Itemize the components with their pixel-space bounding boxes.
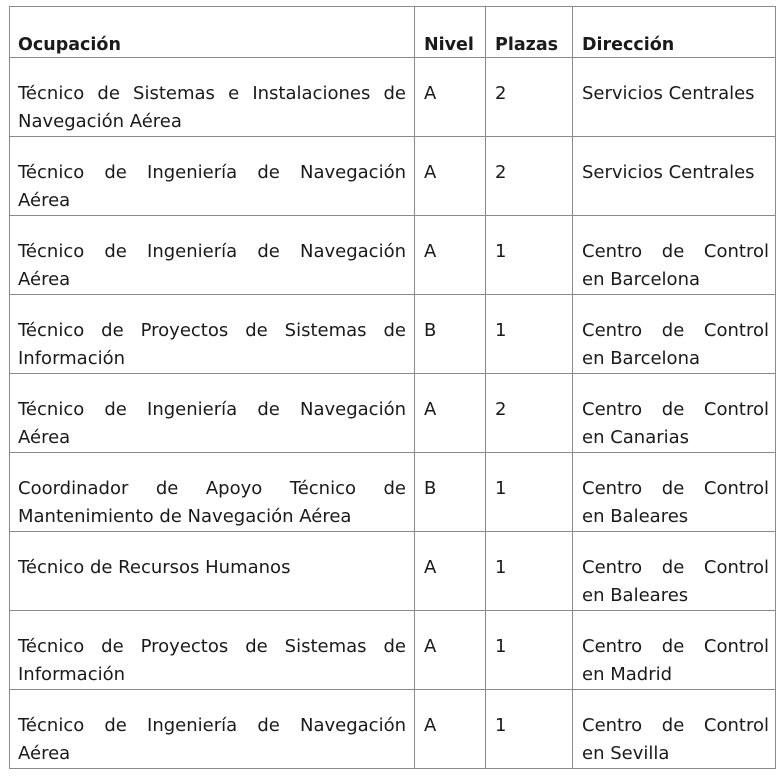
cell-plazas: 1	[486, 216, 573, 295]
cell-ocupacion: Técnico de Sistemas e Instalaciones de Navegación Aérea	[10, 58, 415, 137]
cell-plazas: 1	[486, 532, 573, 611]
cell-ocupacion: Técnico de Ingeniería de Navegación Aérea	[10, 374, 415, 453]
header-nivel: Nivel	[415, 7, 486, 58]
cell-nivel: A	[415, 532, 486, 611]
cell-plazas: 1	[486, 453, 573, 532]
table-row	[10, 453, 776, 532]
cell-ocupacion: Técnico de Ingeniería de Navegación Aérea	[10, 137, 415, 216]
cell-direccion: Centro de Control en Barcelona	[573, 216, 776, 295]
table-row	[10, 690, 776, 769]
cell-ocupacion: Técnico de Ingeniería de Navegación Aérea	[10, 690, 415, 769]
cell-direccion: Centro de Control en Sevilla	[573, 690, 776, 769]
table-row	[10, 611, 776, 690]
cell-plazas: 1	[486, 295, 573, 374]
cell-plazas: 1	[486, 611, 573, 690]
cell-ocupacion: Técnico de Proyectos de Sistemas de Información	[10, 611, 415, 690]
table-row	[10, 374, 776, 453]
table-row	[10, 295, 776, 374]
table-row	[10, 216, 776, 295]
cell-ocupacion: Coordinador de Apoyo Técnico de Mantenimiento de Navegación Aérea	[10, 453, 415, 532]
cell-nivel: A	[415, 216, 486, 295]
cell-direccion: Centro de Control en Baleares	[573, 453, 776, 532]
cell-plazas: 2	[486, 137, 573, 216]
cell-plazas: 1	[486, 690, 573, 769]
cell-nivel: A	[415, 137, 486, 216]
cell-ocupacion: Técnico de Ingeniería de Navegación Aérea	[10, 216, 415, 295]
table-header-row	[10, 7, 776, 58]
cell-ocupacion: Técnico de Recursos Humanos	[10, 532, 415, 611]
cell-plazas: 2	[486, 58, 573, 137]
vacancies-table-container	[9, 6, 776, 769]
cell-nivel: A	[415, 611, 486, 690]
cell-direccion: Servicios Centrales	[573, 58, 776, 137]
cell-nivel: B	[415, 295, 486, 374]
cell-nivel: A	[415, 58, 486, 137]
cell-nivel: A	[415, 374, 486, 453]
header-plazas: Plazas	[486, 7, 573, 58]
table-row	[10, 532, 776, 611]
cell-nivel: A	[415, 690, 486, 769]
cell-plazas: 2	[486, 374, 573, 453]
table-row	[10, 137, 776, 216]
header-ocupacion: Ocupación	[10, 7, 415, 58]
cell-direccion: Centro de Control en Barcelona	[573, 295, 776, 374]
vacancies-table	[9, 6, 776, 769]
cell-ocupacion: Técnico de Proyectos de Sistemas de Información	[10, 295, 415, 374]
cell-nivel: B	[415, 453, 486, 532]
cell-direccion: Centro de Control en Madrid	[573, 611, 776, 690]
cell-direccion: Centro de Control en Canarias	[573, 374, 776, 453]
cell-direccion: Centro de Control en Baleares	[573, 532, 776, 611]
header-direccion: Dirección	[573, 7, 776, 58]
cell-direccion: Servicios Centrales	[573, 137, 776, 216]
table-row	[10, 58, 776, 137]
